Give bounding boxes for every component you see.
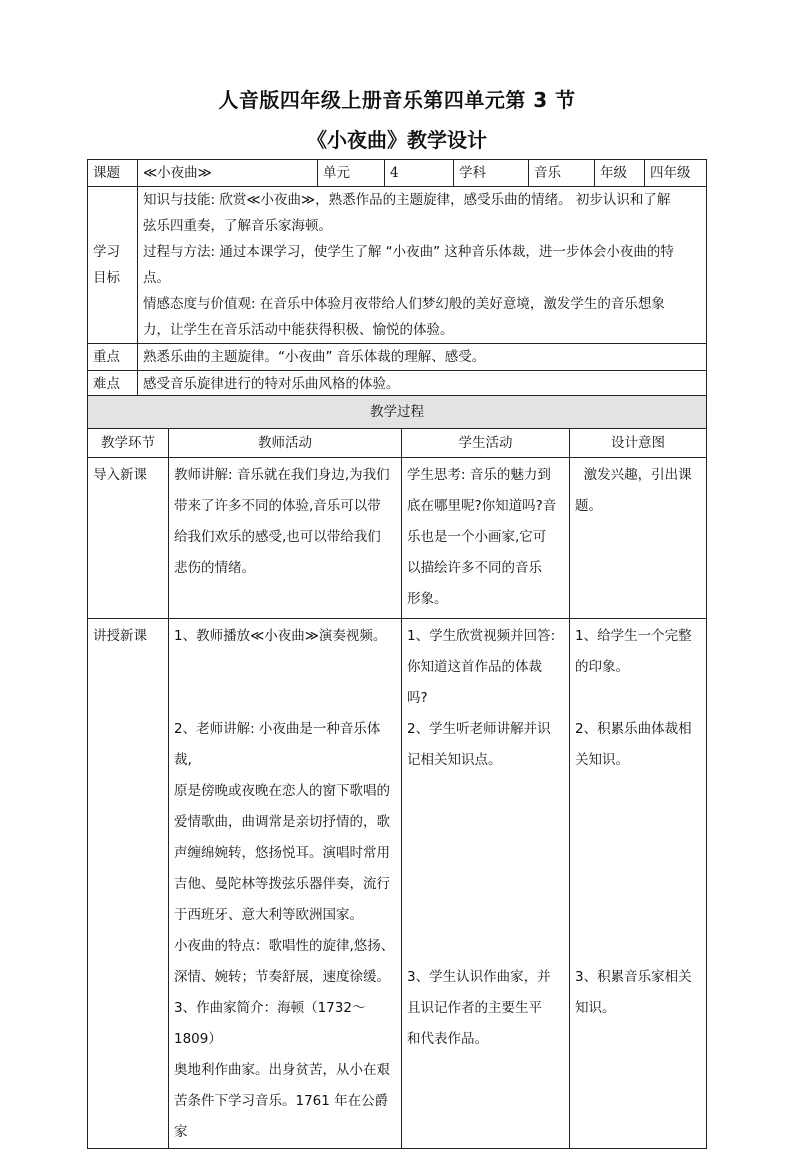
grade-value: 四年级 [645, 160, 707, 187]
intro-teacher-line: 教师讲解: 音乐就在我们身边,为我们 [174, 467, 390, 483]
teach-teacher-line: 爱情歌曲，曲调常是亲切抒情的，歌 [174, 814, 390, 830]
unit-value: 4 [385, 160, 454, 187]
teach-student-line: 吗? [407, 690, 428, 706]
teach-teacher-line: 奥地利作曲家。出身贫苦，从小在艰 [174, 1062, 390, 1078]
teach-teacher-line: 原是傍晚或夜晚在恋人的窗下歌唱的 [174, 783, 390, 799]
teach-intent-line: 2、积累乐曲体裁相 [575, 721, 692, 737]
col-stage: 教学环节 [88, 429, 169, 458]
teach-intent-line: 的印象。 [575, 659, 629, 675]
teach-intent-line: 1、给学生一个完整 [575, 628, 692, 644]
process-table [87, 395, 707, 1149]
goals-line: 力，让学生在音乐活动中能获得积极、愉悦的体验。 [143, 322, 454, 338]
intro-intent [570, 458, 707, 619]
goals-line: 过程与方法: 通过本课学习，使学生了解 “小夜曲” 这种音乐体裁，进一步体会小夜曲的特 [143, 244, 674, 260]
goals-line: 点。 [143, 270, 170, 286]
intro-intent-line: 题。 [575, 498, 602, 514]
teach-student-line: 你知道这首作品的体裁 [407, 659, 542, 675]
teach-student-line: 3、学生认识作曲家，并 [407, 969, 551, 985]
intro-student-line: 乐也是一个小画家,它可 [407, 529, 547, 545]
key-value: 熟悉乐曲的主题旋律。“小夜曲” 音乐体裁的理解、感受。 [138, 344, 707, 371]
goals-line: 弦乐四重奏，了解音乐家海顿。 [143, 218, 332, 234]
difficulty-value: 感受音乐旋律进行的特对乐曲风格的体验。 [138, 371, 707, 398]
col-student: 学生活动 [402, 429, 570, 458]
intro-student-line: 学生思考: 音乐的魅力到 [407, 467, 551, 483]
intro-intent-line: 激发兴趣，引出课 [575, 467, 692, 483]
teach-student-line: 记相关知识点。 [407, 752, 502, 768]
teach-teacher-line: 深情、婉转；节奏舒展，速度徐缓。 [174, 969, 390, 985]
goals-content [138, 187, 707, 344]
intro-teacher [169, 458, 402, 619]
goals-line: 情感态度与价值观: 在音乐中体验月夜带给人们梦幻般的美好意境，激发学生的音乐想象 [143, 296, 665, 312]
teach-student [402, 619, 570, 1149]
difficulty-label: 难点 [88, 371, 138, 398]
unit-label: 单元 [318, 160, 385, 187]
teach-teacher-line: 苦条件下学习音乐。1761 年在公爵家 [174, 1093, 389, 1140]
topic-label: 课题 [88, 160, 138, 187]
subject-label: 学科 [454, 160, 529, 187]
teach-intent-line: 关知识。 [575, 752, 629, 768]
teach-teacher-line: 2、老师讲解: 小夜曲是一种音乐体裁, [174, 721, 381, 768]
teach-teacher-line: 声缠绵婉转，悠扬悦耳。演唱时常用 [174, 845, 390, 861]
teach-student-line: 1、学生欣赏视频并回答: [407, 628, 556, 644]
intro-student-line: 以描绘许多不同的音乐 [407, 560, 542, 576]
teach-teacher-line: 1、教师播放≪小夜曲≫演奏视频。 [174, 628, 387, 644]
info-table [87, 159, 707, 398]
doc-title-line1: 人音版四年级上册音乐第四单元第 3 节 [218, 88, 576, 112]
topic-value: ≪小夜曲≫ [138, 160, 318, 187]
teach-intent [570, 619, 707, 1149]
teach-intent-line: 3、积累音乐家相关 [575, 969, 692, 985]
intro-stage: 导入新课 [88, 458, 169, 619]
teach-teacher-line: 吉他、曼陀林等拨弦乐器伴奏，流行 [174, 876, 390, 892]
teach-student-line: 且识记作者的主要生平 [407, 1000, 542, 1016]
intro-teacher-line: 悲伤的情绪。 [174, 560, 255, 576]
key-label: 重点 [88, 344, 138, 371]
intro-student-line: 底在哪里呢?你知道吗?音 [407, 498, 557, 514]
intro-teacher-line: 给我们欢乐的感受,也可以带给我们 [174, 529, 381, 545]
teach-stage: 讲授新课 [88, 619, 169, 1149]
teach-teacher-line: 3、作曲家简介：海顿（1732～1809） [174, 1000, 366, 1047]
col-teacher: 教师活动 [169, 429, 402, 458]
teach-student-line: 和代表作品。 [407, 1031, 488, 1047]
teach-intent-line: 知识。 [575, 1000, 616, 1016]
goals-label [88, 187, 138, 344]
teach-teacher-line: 于西班牙、意大利等欧洲国家。 [174, 907, 363, 923]
goals-label-2: 目标 [93, 270, 120, 286]
process-header: 教学过程 [88, 396, 707, 429]
doc-title-line2: 《小夜曲》教学设计 [307, 128, 487, 152]
intro-student [402, 458, 570, 619]
col-intent: 设计意图 [570, 429, 707, 458]
teach-student-line: 2、学生听老师讲解并识 [407, 721, 551, 737]
teach-teacher [169, 619, 402, 1149]
teach-teacher-line: 小夜曲的特点：歌唱性的旋律,悠扬、 [174, 938, 395, 954]
intro-student-line: 形象。 [407, 591, 448, 607]
goals-label-1: 学习 [93, 244, 120, 260]
subject-value: 音乐 [529, 160, 595, 187]
grade-label: 年级 [595, 160, 645, 187]
goals-line: 知识与技能: 欣赏≪小夜曲≫，熟悉作品的主题旋律，感受乐曲的情绪。 初步认识和了解 [143, 192, 671, 208]
intro-teacher-line: 带来了许多不同的体验,音乐可以带 [174, 498, 381, 514]
